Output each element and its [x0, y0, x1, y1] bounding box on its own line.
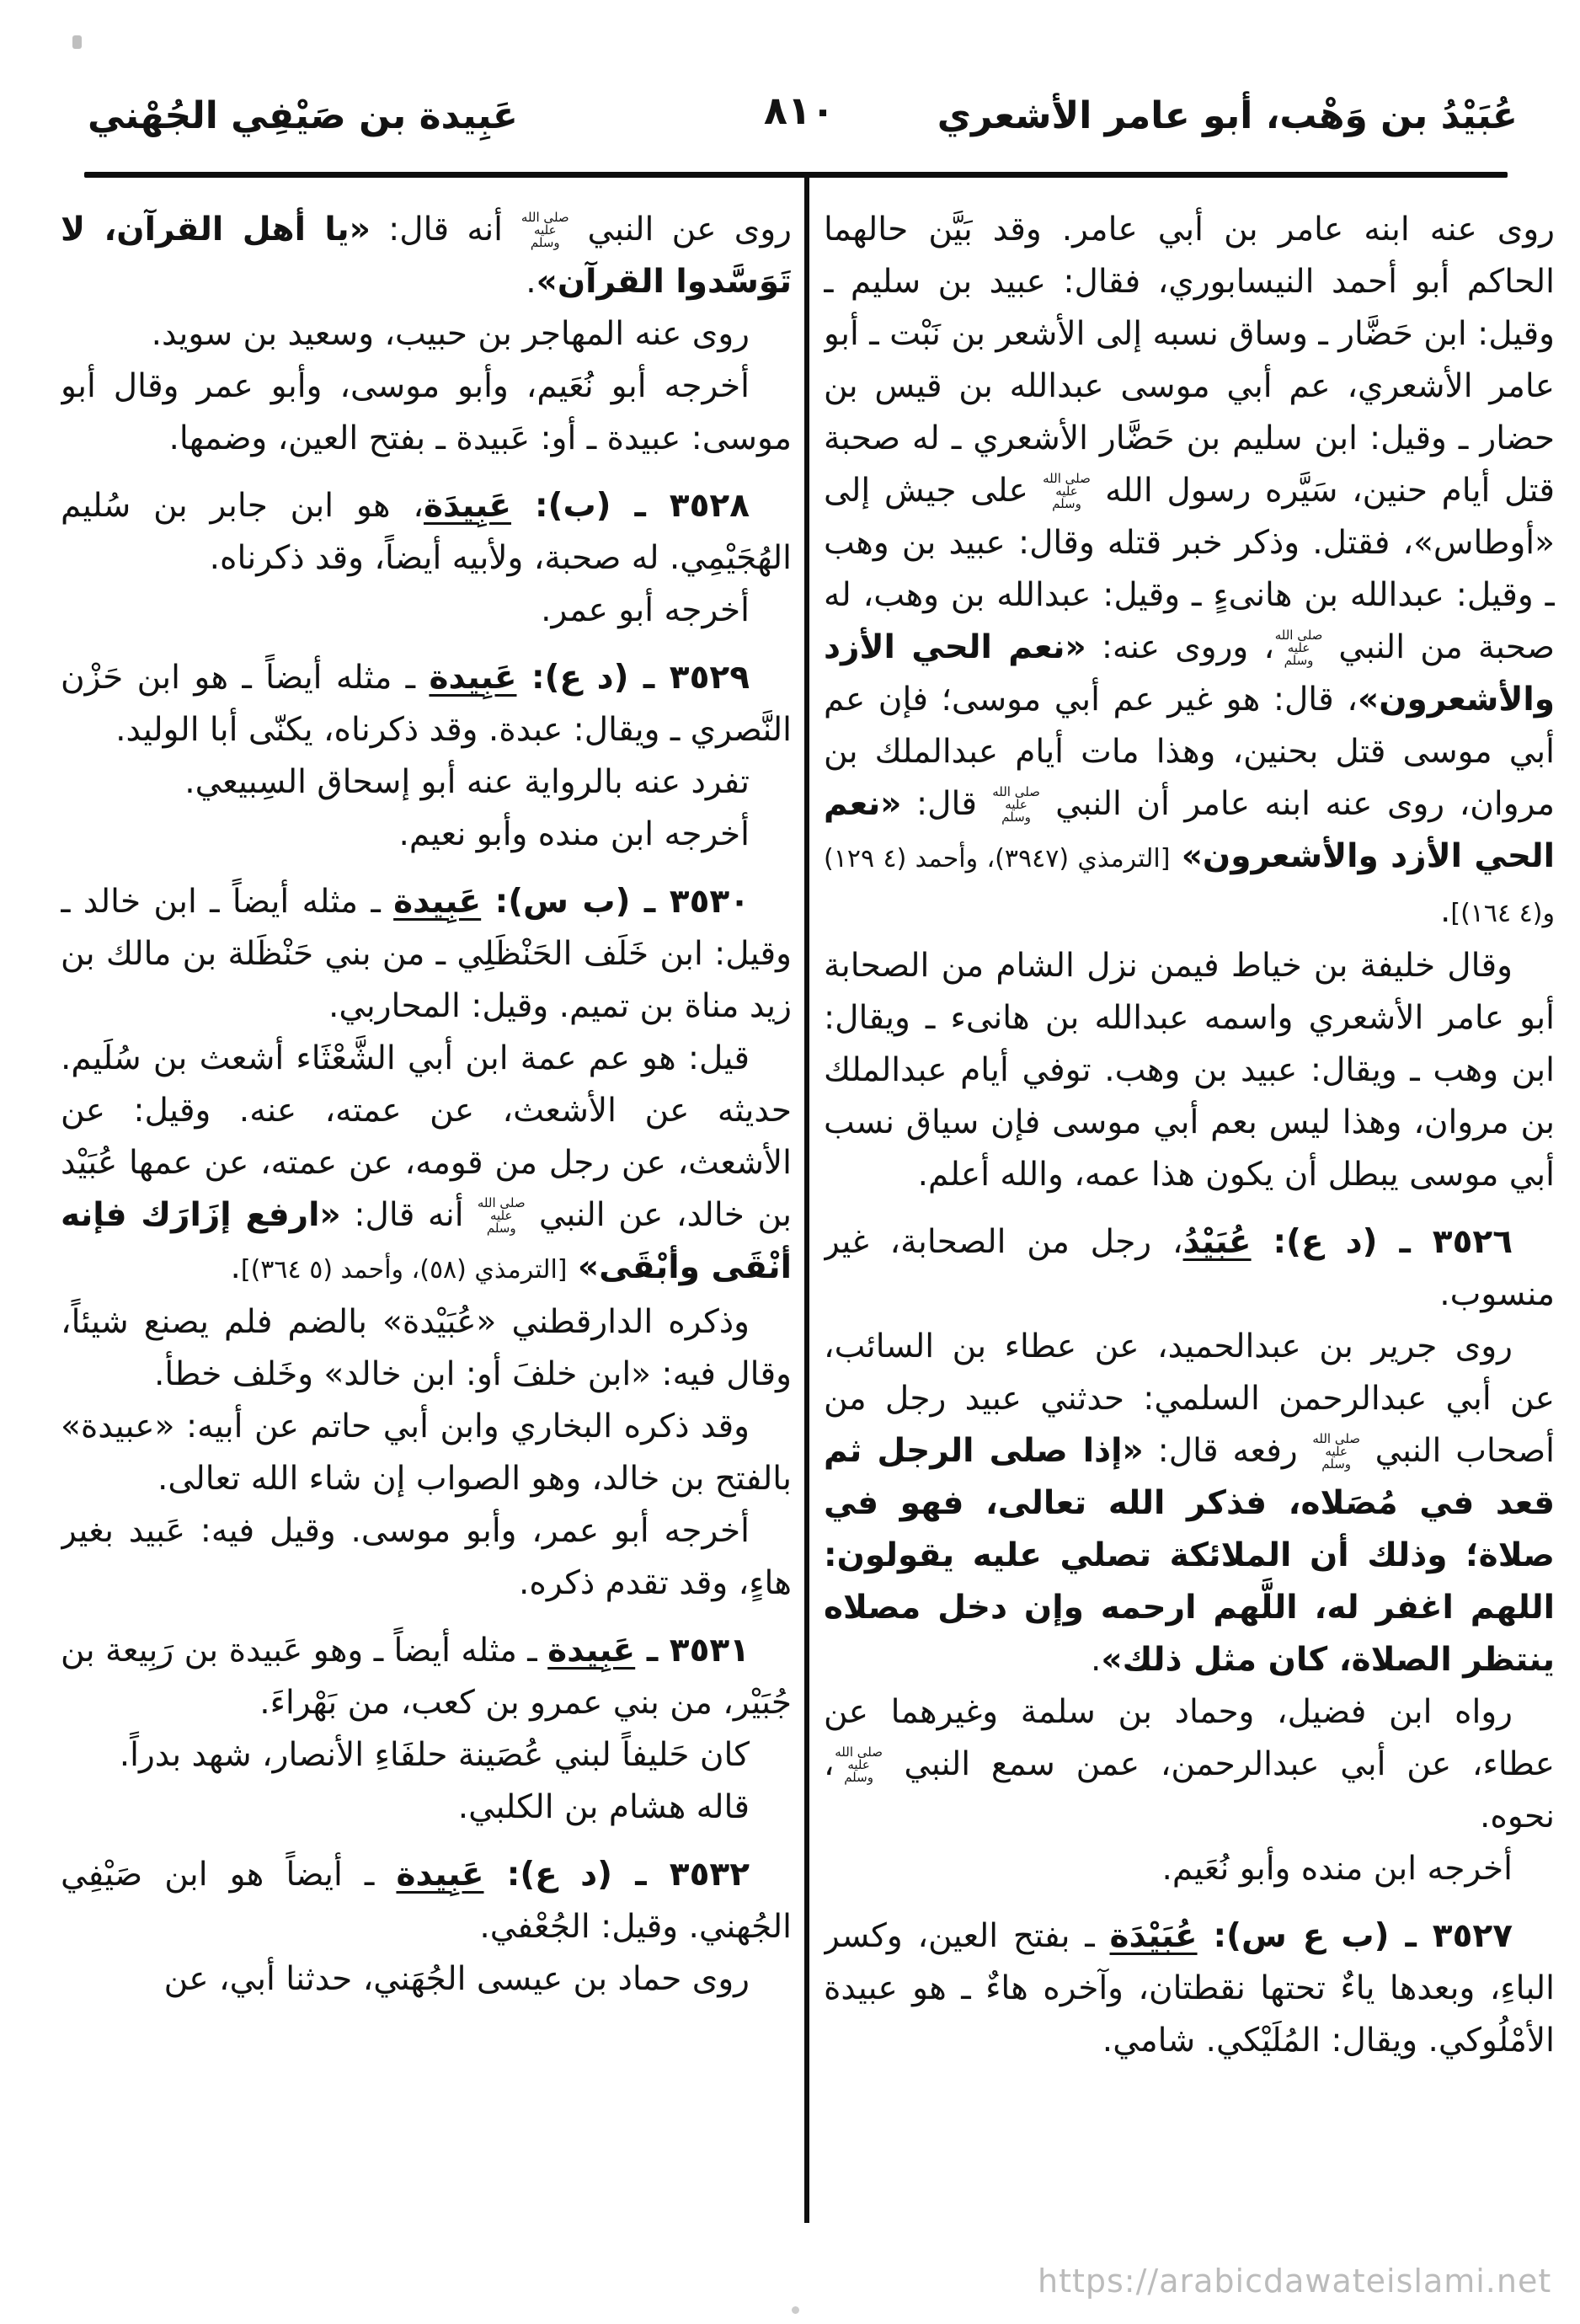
entry-paragraph	[61, 1849, 792, 1953]
text-segment: رفعه قال:	[1143, 1432, 1312, 1470]
text-segment: روى عنه ابنه عامر بن أبي عامر. وقد بَيَّن حالهما الحاكم أبو أحمد النيسابوري، فقال: عبيد بن سليم ـ وقيل: ابن حَضَّار ـ وساق نسبه إلى الأشعر بن نَبْت ـ أبو عامر الأشعري، عم أبي موسى عبدالله بن قيس بن حضار ـ وقيل: ابن سليم بن حَضَّار الأشعري ـ له صحبة قتل أيام حنين، سَيَّره رسول الله	[824, 211, 1555, 510]
entry-headword: عَبِيدَة	[423, 487, 512, 525]
text-paragraph	[61, 204, 792, 308]
text-segment: قيل: هو عم عمة ابن أبي الشَّعْثَاء أشعث بن سُلَيم. حديثه عن الأشعث، عن عمته، عنه. وقيل: عن الأشعث، عن رجل من قومه، عن عمته، عن عمها عُبَيْد بن خالد، عن النبي	[61, 1039, 792, 1234]
text-segment: .	[1439, 892, 1451, 930]
text-segment: ـ مثله أيضاً ـ ابن خالد ـ وقيل: ابن خَلَف الحَنْظَلِي ـ من بني حَنْظَلة بن مالك بن زيد مناة بن تميم. وقيل: المحاربي.	[61, 883, 792, 1025]
page-number: ٨١٠	[763, 88, 835, 133]
reference-note: [الترمذي (٣٩٤٧)، وأحمد (٤ ١٢٩) و(٤ ١٦٤)]	[824, 844, 1555, 928]
text-segment: «نعم الحي الأزد والأشعرون»	[824, 785, 1555, 875]
entry-paragraph	[824, 1910, 1555, 2067]
entry-headword: عُبَيْدُ	[1182, 1223, 1252, 1261]
text-segment: كان حَليفاً لبني عُصَينة حلفَاءِ الأنصار، شهد بدراً.	[119, 1736, 750, 1774]
text-segment: قال:	[901, 785, 992, 823]
text-segment: ـ (د ع):	[516, 659, 670, 697]
pbuh-icon: صلى الله عليه وسلم	[477, 1195, 526, 1236]
entry-paragraph	[824, 1216, 1555, 1321]
entry-paragraph	[61, 480, 792, 585]
running-head-left: عَبِيدة بن صَيْفِي الجُهْني	[88, 94, 518, 137]
text-segment: ـ مثله أيضاً ـ وهو عَبيدة بن رَبِيعة بن جُبَيْر، من بني عمرو بن كعب، من بَهْراءَ.	[61, 1632, 792, 1722]
watermark-url: https://arabicdawateislami.net	[1038, 2263, 1552, 2300]
text-segment: ـ (د ع):	[1251, 1223, 1433, 1261]
text-paragraph	[61, 361, 792, 465]
text-segment: روى جرير بن عبدالحميد، عن عطاء بن السائب، عن أبي عبدالرحمن السلمي: حدثني عبيد رجل من أصحاب النبي	[824, 1328, 1555, 1470]
entry-paragraph	[61, 876, 792, 1033]
text-paragraph	[61, 1401, 792, 1505]
text-segment: ـ (ب س):	[481, 883, 670, 921]
pbuh-icon: صلى الله عليه وسلم	[1274, 628, 1323, 668]
text-paragraph	[824, 1686, 1555, 1843]
entry-paragraph	[61, 1625, 792, 1729]
text-segment: أخرجه ابن منده وأبو نُعَيم.	[1161, 1850, 1513, 1888]
column-divider	[804, 174, 809, 2223]
text-paragraph	[61, 756, 792, 809]
text-paragraph	[824, 1843, 1555, 1895]
entry-number: ٣٥٣١	[669, 1632, 750, 1670]
entry-number: ٣٥٢٨	[669, 487, 750, 525]
text-paragraph	[61, 308, 792, 361]
text-segment: ، قال: هو غير عم أبي موسى؛ فإن عم أبي موسى قتل بحنين، وهذا مات أيام عبدالملك بن مروان، روى عنه ابنه عامر أن النبي	[824, 681, 1555, 823]
text-segment: أخرجه أبو عمر، وأبو موسى. وقيل فيه: عَبيد بغير هاءٍ، وقد تقدم ذكره.	[61, 1512, 792, 1602]
text-segment: تفرد عنه بالرواية عنه أبو إسحاق السِبيعي.	[184, 763, 750, 801]
text-paragraph	[61, 585, 792, 637]
text-segment: ـ (د ع):	[483, 1856, 670, 1894]
text-segment: روى عنه المهاجر بن حبيب، وسعيد بن سويد.	[151, 315, 750, 353]
entry-number: ٣٥٢٧	[1432, 1917, 1513, 1955]
text-paragraph	[61, 809, 792, 861]
pbuh-icon: صلى الله عليه وسلم	[520, 210, 569, 250]
pbuh-icon: صلى الله عليه وسلم	[1312, 1431, 1361, 1472]
entry-headword: عَبِيدة	[429, 659, 517, 697]
text-paragraph	[61, 1505, 792, 1610]
text-paragraph	[61, 1033, 792, 1296]
text-paragraph	[61, 1296, 792, 1401]
text-segment: على جيش إلى «أوطاس»، فقتل. وذكر خبر قتله وقال: عبيد بن وهب ـ وقيل: عبدالله بن هانىءٍ ـ وقيل: عبدالله بن وهب، له صحبة من النبي	[824, 472, 1555, 666]
text-segment: روى حماد بن عيسى الجُهَني، حدثنا أبي، عن	[163, 1960, 750, 1998]
text-segment: «نعم الحي الأزد والأشعرون»	[824, 628, 1555, 719]
scan-speck-bottom	[792, 2306, 799, 2314]
left-text-column	[61, 204, 792, 2232]
text-segment: قاله هشام بن الكلبي.	[457, 1788, 750, 1826]
text-segment: ـ	[635, 1632, 670, 1670]
running-head-right: عُبَيْدُ بن وَهْب، أبو عامر الأشعري	[937, 94, 1518, 137]
entry-number: ٣٥٢٩	[669, 659, 750, 697]
text-segment: رواه ابن فضيل، وحماد بن سلمة وغيرهما عن عطاء، عن أبي عبدالرحمن، عمن سمع النبي	[824, 1693, 1555, 1783]
text-paragraph	[824, 204, 1555, 940]
text-paragraph	[61, 1782, 792, 1834]
text-segment: ، هو ابن جابر بن سُليم الهُجَيْمِي. له صحبة، ولأبيه أيضاً، وقد ذكرناه.	[61, 487, 792, 577]
entry-number: ٣٥٣٠	[669, 883, 750, 921]
text-segment: ـ أيضاً هو ابن صَيْفِي الجُهني. وقيل: الجُعْفي.	[61, 1856, 792, 1946]
text-segment	[568, 1248, 578, 1286]
text-paragraph	[61, 1953, 792, 2006]
text-segment: وقال خليفة بن خياط فيمن نزل الشام من الصحابة أبو عامر الأشعري واسمه عبدالله بن هانىء ـ ويقال: ابن وهب ـ ويقال: عبيد بن وهب. توفي أيام عبدالملك بن مروان، وهذا ليس بعم أبي موسى فإن سياق نسب أبي موسى يبطل أن يكون هذا عمه، والله أعلم.	[824, 947, 1555, 1194]
text-segment: ، نحوه.	[824, 1745, 1555, 1835]
text-segment	[1170, 837, 1181, 875]
text-segment: ، وروى عنه:	[1086, 628, 1275, 666]
text-segment: .	[526, 263, 536, 301]
pbuh-icon: صلى الله عليه وسلم	[1043, 471, 1091, 511]
entry-number: ٣٥٢٦	[1432, 1223, 1513, 1261]
scan-speck-top	[72, 35, 82, 49]
entry-paragraph	[61, 652, 792, 756]
text-segment: روى عن النبي	[569, 211, 792, 248]
text-segment: «إذا صلى الرجل ثم قعد في مُصَلاه، فذكر الله تعالى، فهو في صلاة؛ وذلك أن الملائكة تصلي عليه يقولون: اللهم اغفر له، اللَّهم ارحمه وإن دخل مصلاه ينتظر الصلاة، كان مثل ذلك»	[824, 1432, 1555, 1679]
text-segment: أنه قال:	[340, 1196, 478, 1234]
text-segment: أخرجه أبو نُعَيم، وأبو موسى، وأبو عمر وقال أبو موسى: عبيدة ـ أو: عَبيدة ـ بفتح العين، وضمها.	[61, 367, 792, 457]
right-text-column	[824, 204, 1555, 2232]
text-paragraph	[824, 1321, 1555, 1686]
text-segment: «ارفع إزَارَك فإنه أنْقَى وأبْقَى»	[61, 1196, 792, 1286]
text-segment: «يا أهل القرآن، لا تَوَسَّدوا القرآن»	[61, 211, 792, 301]
entry-headword: عُبَيْدَة	[1109, 1917, 1198, 1955]
text-segment: وقد ذكره البخاري وابن أبي حاتم عن أبيه: «عبيدة» بالفتح بن خالد، وهو الصواب إن شاء الله تعالى.	[61, 1408, 792, 1498]
text-segment: أخرجه ابن منده وأبو نعيم.	[398, 815, 750, 853]
text-segment: أخرجه أبو عمر.	[541, 591, 750, 629]
text-segment: ، رجل من الصحابة، غير منسوب.	[824, 1223, 1555, 1313]
entry-number: ٣٥٣٢	[669, 1856, 750, 1894]
header-rule	[84, 172, 1508, 178]
pbuh-icon: صلى الله عليه وسلم	[835, 1744, 883, 1785]
text-segment: ـ (ب):	[511, 487, 670, 525]
text-segment: ـ (ب ع س):	[1197, 1917, 1433, 1955]
entry-headword: عَبِيدة	[393, 883, 482, 921]
entry-headword: عَبِيدة	[396, 1856, 484, 1894]
text-segment: ـ بفتح العين، وكسر الباءِ، وبعدها ياءٌ تحتها نقطتان، وآخره هاءٌ ـ هو عبيدة الأمْلُوكي. ويقال: المُلَيْكي. شامي.	[824, 1917, 1555, 2060]
text-segment: .	[230, 1248, 241, 1286]
text-segment: .	[1091, 1641, 1102, 1679]
text-segment: وذكره الدارقطني «عُبَيْدة» بالضم فلم يصنع شيئاً، وقال فيه: «ابن خلفَ أو: ابن خالد» وخَلف خطأ.	[61, 1303, 792, 1393]
text-paragraph	[824, 940, 1555, 1201]
text-paragraph	[61, 1729, 792, 1782]
pbuh-icon: صلى الله عليه وسلم	[992, 784, 1040, 825]
reference-note: [الترمذي (٥٨)، وأحمد (٥ ٣٦٤)]	[240, 1255, 568, 1285]
text-segment: ـ مثله أيضاً ـ هو ابن حَزْن النَّصري ـ ويقال: عبدة. وقد ذكرناه، يكنّى أبا الوليد.	[61, 659, 792, 749]
entry-headword: عَبِيدة	[547, 1632, 636, 1670]
text-segment: أنه قال:	[370, 211, 521, 248]
